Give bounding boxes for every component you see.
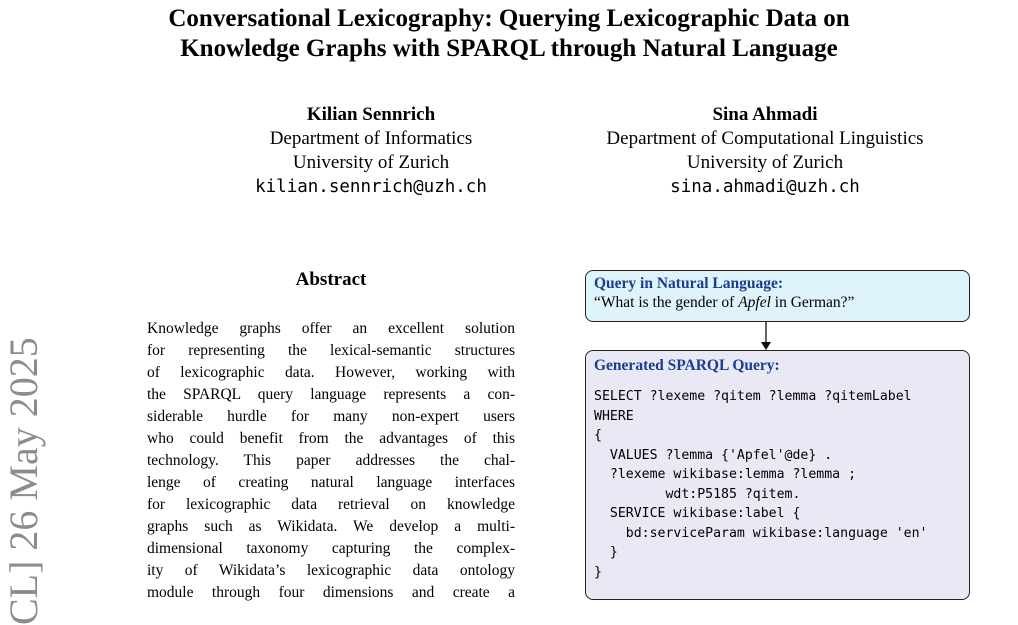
nl-box-label: Query in Natural Language: bbox=[594, 275, 784, 292]
abstract-heading: Abstract bbox=[295, 269, 367, 290]
author-department: Department of Computational Linguistics bbox=[606, 128, 924, 149]
abstract-line: of lexicographic data. However, working with bbox=[147, 364, 515, 381]
nl-query-text-end: in German?” bbox=[770, 294, 855, 311]
nl-query-text-start: “What is the gender of bbox=[594, 294, 739, 311]
code-line: bd:serviceParam wikibase:language 'en' bbox=[594, 525, 928, 541]
code-line: SERVICE wikibase:label { bbox=[594, 506, 801, 521]
natural-language-query-box bbox=[585, 270, 970, 322]
nl-query-text bbox=[594, 293, 961, 313]
code-line: WHERE bbox=[594, 408, 634, 424]
author-department: Department of Informatics bbox=[269, 128, 473, 149]
sparql-box-label: Generated SPARQL Query: bbox=[594, 357, 780, 374]
author-name: Kilian Sennrich bbox=[306, 104, 436, 125]
sparql-query-box bbox=[585, 350, 970, 600]
code-line: SELECT ?lexeme ?qitem ?lemma ?qitemLabel bbox=[594, 389, 912, 404]
abstract-line: for lexicographic data retrieval on knowledge bbox=[147, 496, 515, 513]
code-line: } bbox=[594, 545, 618, 560]
paper-title-line-2: Knowledge Graphs with SPARQL through Natural Language bbox=[180, 35, 838, 62]
paper-title-line-1: Conversational Lexicography: Querying Lexicographic Data on bbox=[168, 5, 850, 32]
nl-query-term: Apfel bbox=[738, 294, 771, 311]
abstract-line: the SPARQL query language represents a con- bbox=[147, 386, 515, 403]
author-email[interactable]: kilian.sennrich@uzh.ch bbox=[255, 177, 487, 197]
author-university: University of Zurich bbox=[686, 152, 844, 173]
abstract-line: lenge of creating natural language interfaces bbox=[147, 474, 515, 491]
abstract-line: dimensional taxonomy capturing the complex- bbox=[147, 540, 515, 557]
abstract-line: ity of Wikidata’s lexicographic data ontology bbox=[147, 562, 515, 579]
arxiv-stamp-text: CL] 26 May 2025 bbox=[1, 337, 46, 625]
abstract-line: siderable hurdle for many non-expert users bbox=[147, 408, 515, 425]
author-block-2 bbox=[555, 103, 975, 199]
abstract-line: Knowledge graphs offer an excellent solution bbox=[147, 320, 515, 337]
code-line: wdt:P5185 ?qitem. bbox=[594, 486, 801, 502]
code-line: VALUES ?lemma {'Apfel'@de} . bbox=[594, 447, 833, 463]
abstract-line: module through four dimensions and create a bbox=[147, 584, 515, 601]
author-name: Sina Ahmadi bbox=[712, 104, 818, 125]
code-line: { bbox=[594, 428, 602, 443]
abstract-line: graphs such as Wikidata. We develop a multi- bbox=[147, 518, 515, 535]
abstract-line: who could benefit from the advantages of this bbox=[147, 430, 515, 447]
abstract-line: technology. This paper addresses the chal- bbox=[147, 452, 515, 469]
code-line: ?lexeme wikibase:lemma ?lemma ; bbox=[594, 467, 857, 482]
author-block-1 bbox=[220, 103, 522, 199]
arxiv-side-stamp bbox=[2, 305, 46, 625]
abstract-line: for representing the lexical-semantic structures bbox=[147, 342, 515, 359]
author-university: University of Zurich bbox=[292, 152, 450, 173]
abstract-body bbox=[147, 318, 515, 625]
author-email[interactable]: sina.ahmadi@uzh.ch bbox=[670, 177, 860, 197]
sparql-code bbox=[594, 387, 961, 582]
code-line: } bbox=[594, 564, 602, 580]
paper-title bbox=[0, 4, 1018, 64]
